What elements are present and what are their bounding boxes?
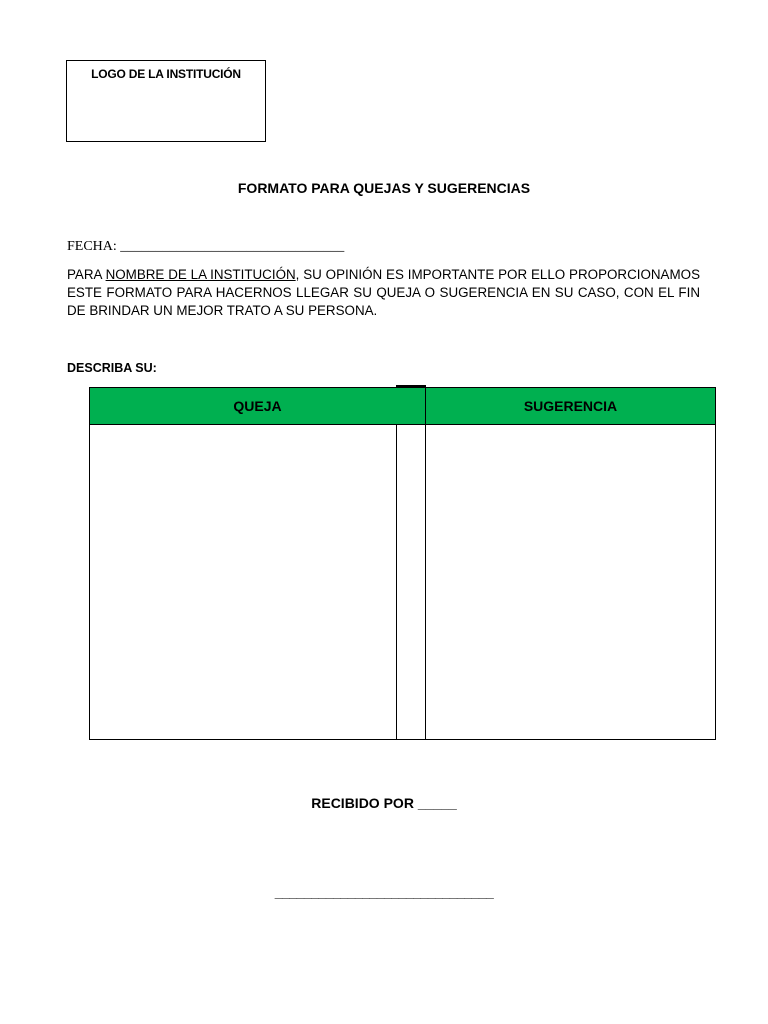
table-gap-column: [396, 425, 426, 739]
intro-paragraph: [67, 266, 700, 320]
date-field[interactable]: [67, 239, 344, 255]
signature-line: ______________________________: [274, 884, 494, 900]
date-label: FECHA:: [67, 239, 117, 254]
intro-prefix: PARA: [67, 267, 106, 282]
institution-name: NOMBRE DE LA INSTITUCIÓN: [105, 267, 296, 282]
logo-placeholder-text: LOGO DE LA INSTITUCIÓN: [91, 67, 241, 81]
logo-placeholder-box: [66, 60, 266, 142]
describe-label: DESCRIBA SU:: [67, 361, 157, 375]
date-line: ________________________________: [120, 239, 345, 254]
intro-suffix: , SU OPINIÓN ES IMPORTANTE POR ELLO PROPORCIONAMOS ESTE FORMATO PARA HACERNOS LLEGAR SU QUEJA O SUGERENCIA EN SU CASO, CON EL FIN DE BRINDAR UN MEJOR TRATO A SU PERSONA.: [67, 267, 700, 318]
form-title: FORMATO PARA QUEJAS Y SUGERENCIAS: [237, 180, 531, 196]
complaint-suggestion-table: [89, 387, 716, 740]
complaint-header: QUEJA: [90, 388, 426, 425]
received-by: RECIBIDO POR _____: [311, 795, 457, 811]
suggestion-header: SUGERENCIA: [426, 388, 715, 425]
